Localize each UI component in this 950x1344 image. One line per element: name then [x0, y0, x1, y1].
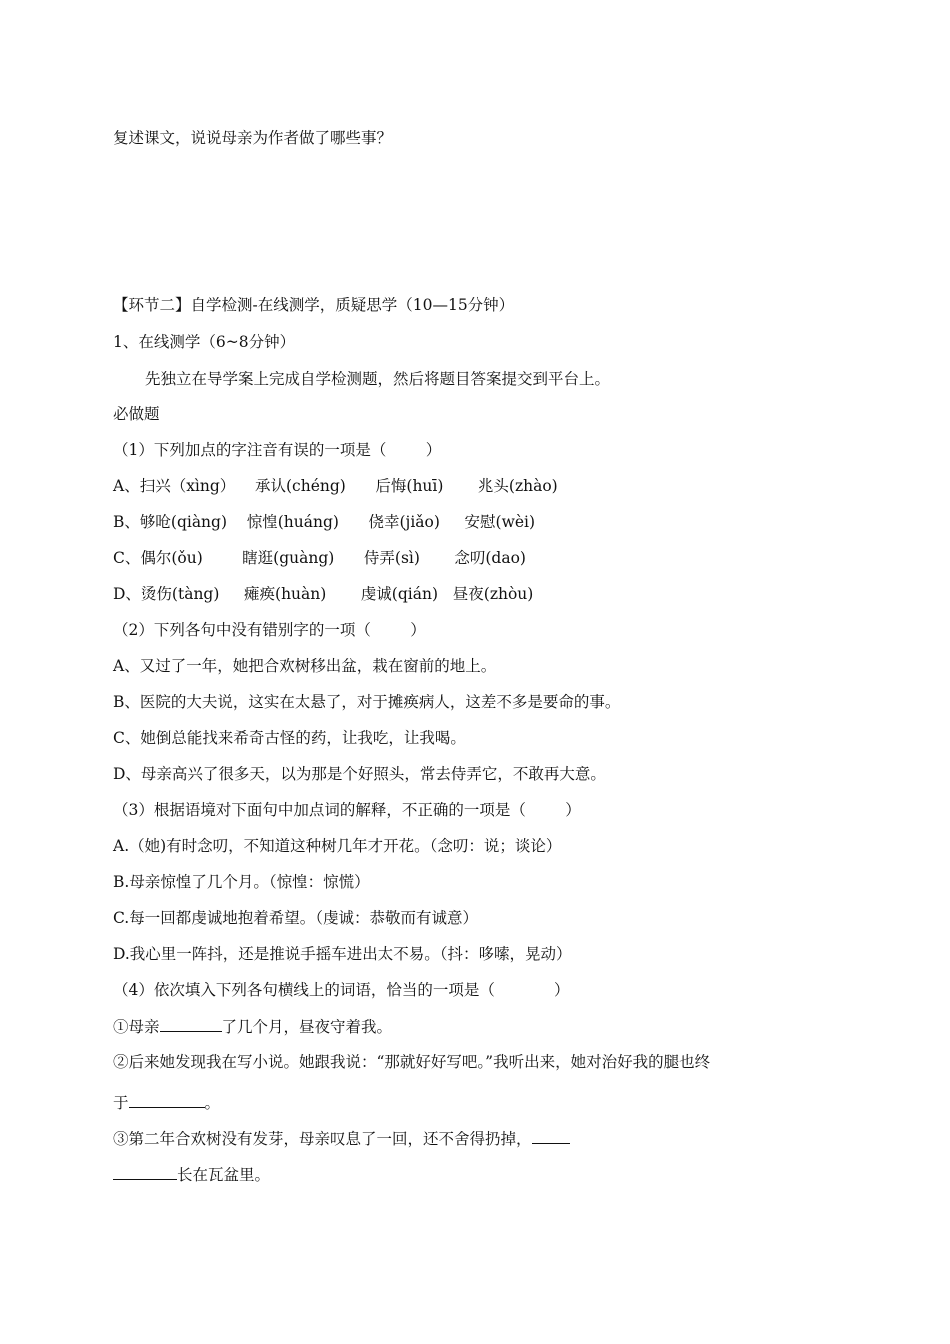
q4-blank-1	[160, 1016, 222, 1032]
q4-stem: （4）依次填入下列各句横线上的词语，恰当的一项是（ ）	[113, 981, 570, 999]
q1-stem: （1）下列加点的字注音有误的一项是（ ）	[113, 441, 442, 459]
q4-s3-text: ③第二年合欢树没有发芽，母亲叹息了一回，还不舍得扔掉，	[113, 1130, 532, 1148]
q4-sentence-3-line-1	[113, 1128, 570, 1149]
q3-stem: （3）根据语境对下面句中加点词的解释，不正确的一项是（ ）	[113, 801, 581, 819]
q3-option-a: A.（她)有时念叨，不知道这种树几年才开花。（念叨：说；谈论）	[113, 837, 562, 855]
required-label: 必做题	[113, 405, 160, 423]
q4-sentence-2-line-2	[113, 1092, 220, 1113]
q2-option-d: D、母亲高兴了很多天，以为那是个好照头，常去侍弄它，不敢再大意。	[113, 765, 606, 783]
q4-s1-prefix: ①母亲	[113, 1018, 160, 1036]
q4-blank-3b	[113, 1164, 177, 1180]
section-heading: 【环节二】自学检测-在线测学，质疑思学（10—15分钟）	[113, 296, 515, 314]
q4-sentence-2-line-1: ②后来她发现我在写小说。她跟我说：“那就好好写吧。”我听出来，她对治好我的腿也终	[113, 1053, 711, 1071]
q4-blank-3a	[532, 1128, 570, 1144]
q2-option-c: C、她倒总能找来希奇古怪的药，让我吃，让我喝。	[113, 729, 466, 747]
q4-s3-suffix: 长在瓦盆里。	[177, 1166, 271, 1184]
q2-option-b: B、医院的大夫说，这实在太悬了，对于摊痪病人，这差不多是要命的事。	[113, 693, 621, 711]
step1-title: 1、在线测学（6~8分钟）	[113, 333, 296, 351]
q4-sentence-1	[113, 1016, 392, 1037]
q4-s1-suffix: 了几个月，昼夜守着我。	[221, 1018, 393, 1036]
q3-option-d: D.我心里一阵抖，还是推说手摇车进出太不易。（抖：哆嗦，晃动）	[113, 945, 572, 963]
q4-s2-suffix: 。	[204, 1094, 221, 1112]
q4-sentence-3-line-2	[113, 1164, 270, 1185]
q4-s2-prefix: 于	[113, 1094, 129, 1112]
q2-option-a: A、又过了一年，她把合欢树移出盆，栽在窗前的地上。	[113, 657, 497, 675]
step1-instruction: 先独立在导学案上完成自学检测题，然后将题目答案提交到平台上。	[145, 370, 611, 388]
q1-option-b: B、够呛(qiàng) 惊惶(huáng) 侥幸(jiǎo) 安慰(wèi)	[113, 513, 536, 531]
q2-stem: （2）下列各句中没有错别字的一项（ ）	[113, 621, 426, 639]
q1-option-a: A、扫兴（xìng） 承认(chéng) 后悔(huī) 兆头(zhào)	[113, 477, 558, 495]
q4-blank-2	[129, 1092, 205, 1108]
q1-option-c: C、偶尔(ǒu) 瞎逛(guàng) 侍弄(sì) 念叨(dao)	[113, 549, 526, 567]
q3-option-b: B.母亲惊惶了几个月。（惊惶：惊慌）	[113, 873, 370, 891]
q3-option-c: C.每一回都虔诚地抱着希望。（虔诚：恭敬而有诚意）	[113, 909, 478, 927]
intro-prompt: 复述课文，说说母亲为作者做了哪些事？	[113, 129, 393, 147]
q1-option-d: D、烫伤(tàng) 瘫痪(huàn) 虔诚(qián) 昼夜(zhòu)	[113, 585, 534, 603]
